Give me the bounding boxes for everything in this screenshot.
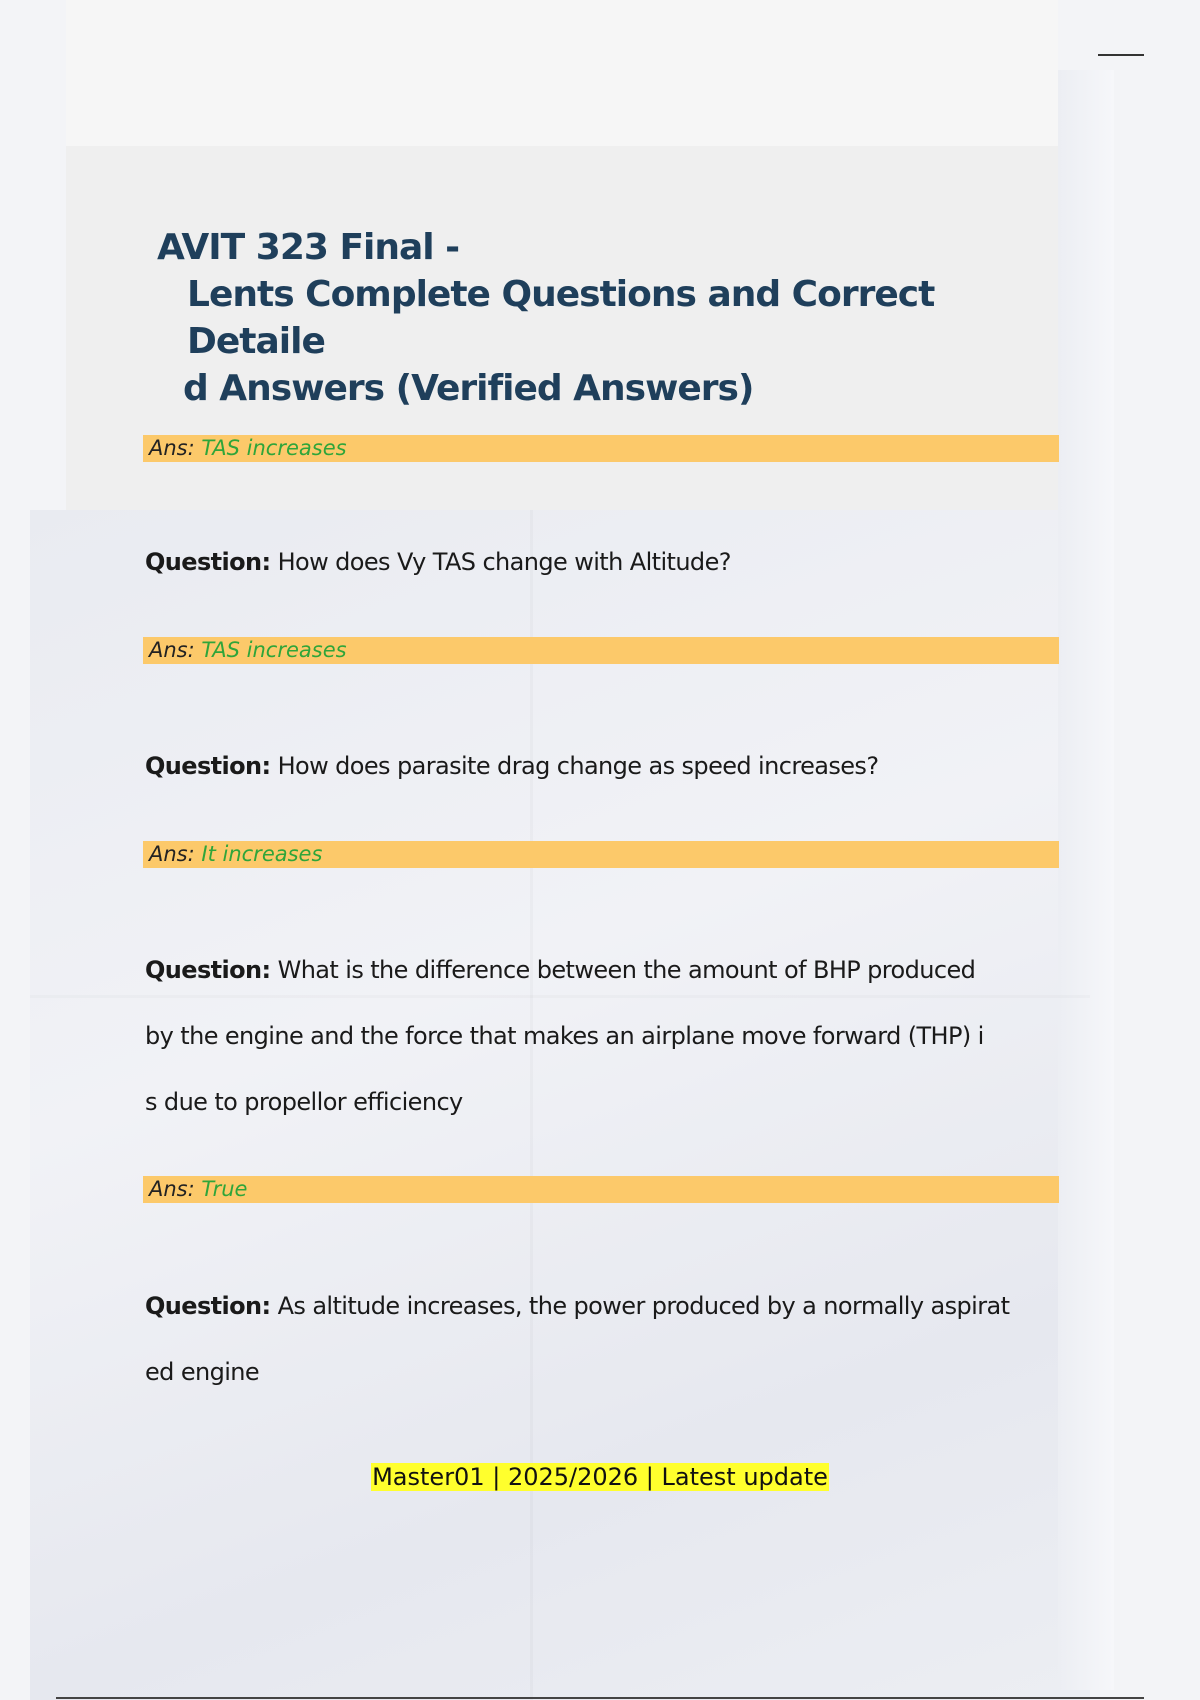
question-text: How does parasite drag change as speed increases? xyxy=(277,752,879,780)
document-footer xyxy=(0,1460,1200,1494)
paper-right-edge xyxy=(1058,70,1114,1690)
footer-highlight-text: Master01 | 2025/2026 | Latest update xyxy=(372,1463,828,1491)
page-top-background xyxy=(66,0,1058,146)
question-line: ed engine xyxy=(145,1358,260,1386)
answer-text: TAS increases xyxy=(201,436,347,460)
title-line-2: Lents Complete Questions and Correct Detaile xyxy=(187,274,935,362)
question-line: s due to propellor efficiency xyxy=(145,1088,463,1116)
question-label: Question: xyxy=(145,548,271,576)
answer-label: Ans: xyxy=(149,1177,195,1201)
question-block xyxy=(145,733,1070,799)
question-label: Question: xyxy=(145,752,271,780)
question-line: by the engine and the force that makes an airplane move forward (THP) i xyxy=(145,1022,984,1050)
question-line xyxy=(145,1273,1070,1339)
answer-label: Ans: xyxy=(149,842,195,866)
answer-text: True xyxy=(201,1177,248,1201)
answer-bar xyxy=(143,841,1059,868)
answer-bar xyxy=(143,1176,1059,1203)
title-line-1: AVIT 323 Final - xyxy=(157,227,460,268)
answer-label: Ans: xyxy=(149,638,195,662)
question-block xyxy=(145,937,1070,1135)
answer-label: Ans: xyxy=(149,436,195,460)
question-text: As altitude increases, the power produced by a normally aspirat xyxy=(277,1292,1010,1320)
question-text: How does Vy TAS change with Altitude? xyxy=(277,548,731,576)
question-block xyxy=(145,529,1070,595)
question-text: What is the difference between the amount of BHP produced xyxy=(277,956,976,984)
question-line xyxy=(145,937,1070,1003)
answer-bar xyxy=(143,435,1059,462)
title-line-3: d Answers (Verified Answers) xyxy=(183,368,754,409)
question-label: Question: xyxy=(145,1292,271,1320)
question-block xyxy=(145,1273,1070,1405)
answer-bar xyxy=(143,637,1059,664)
answer-text: It increases xyxy=(201,842,323,866)
answer-text: TAS increases xyxy=(201,638,347,662)
page-bottom-line xyxy=(56,1697,1144,1699)
question-label: Question: xyxy=(145,956,271,984)
document-title xyxy=(157,224,1047,412)
page-corner-line xyxy=(1098,54,1144,56)
